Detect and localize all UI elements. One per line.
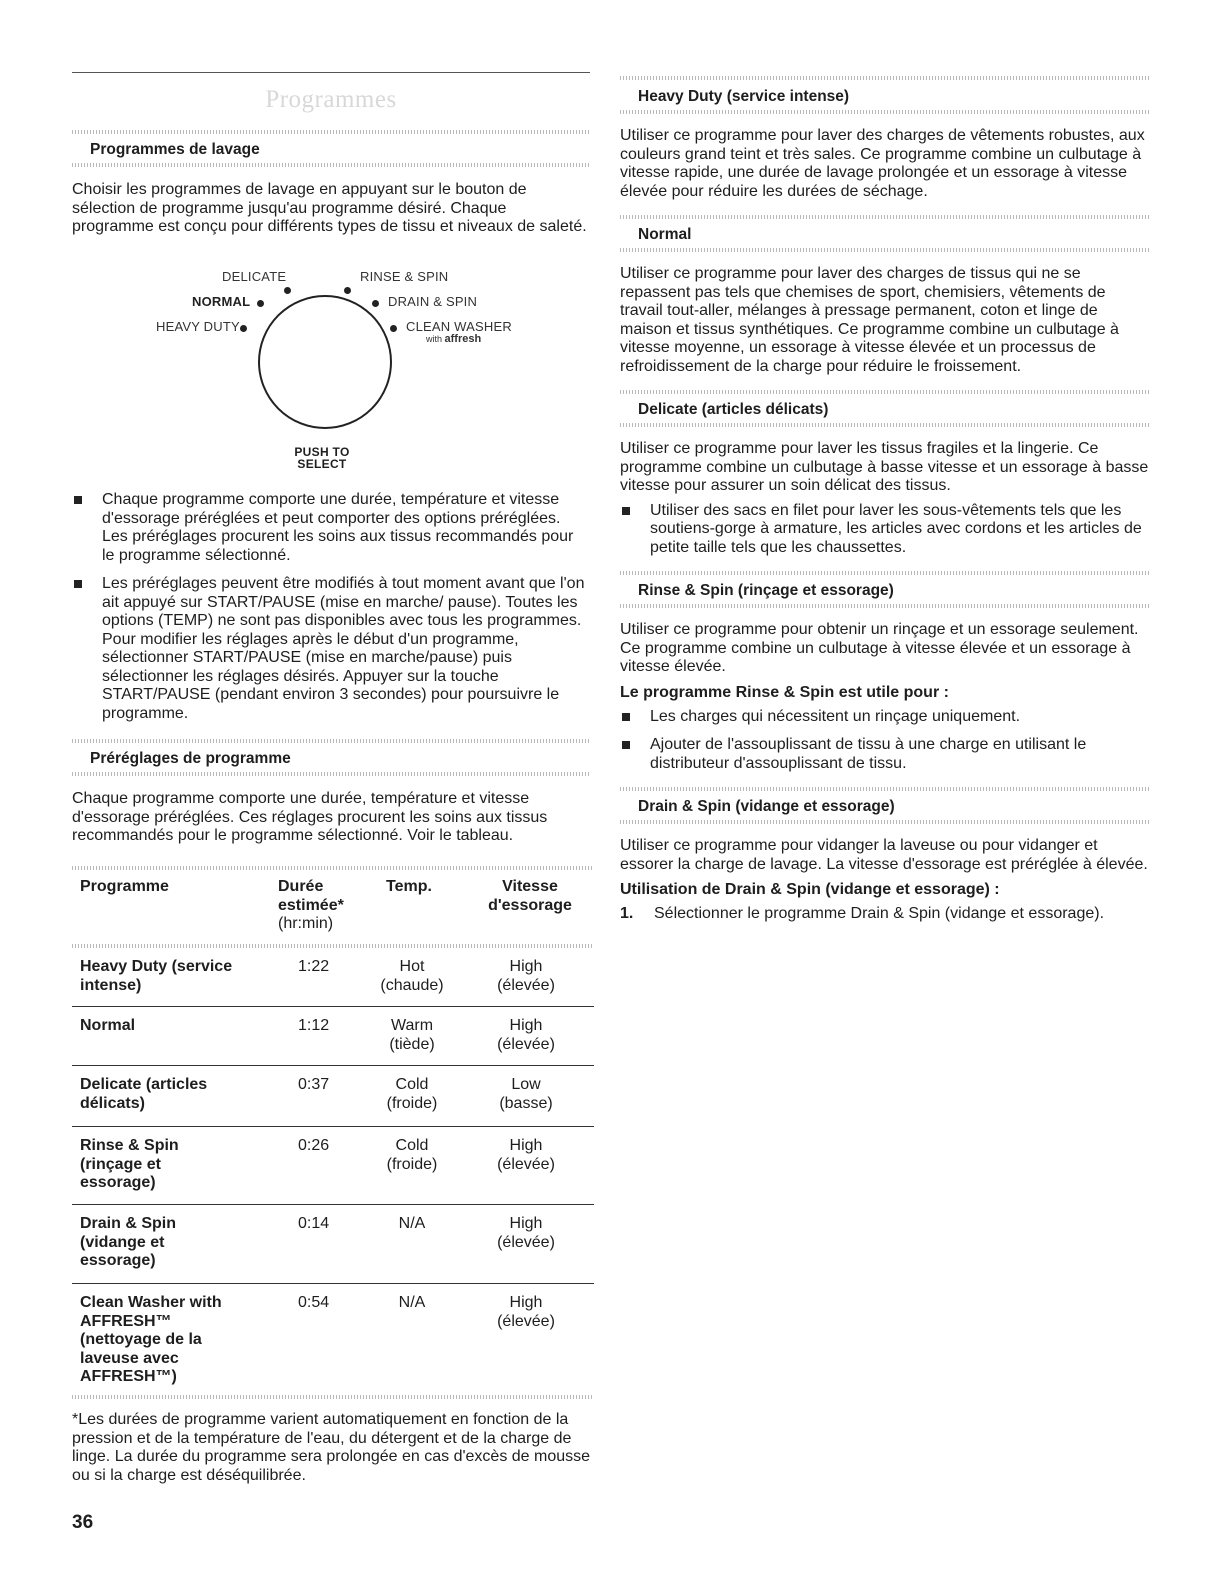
wash-programs-heading: Programmes de lavage <box>90 141 260 158</box>
left-column <box>72 130 590 237</box>
drain-spin-heading: Drain & Spin (vidange et essorage) <box>638 798 895 815</box>
affresh-with: with <box>426 334 443 344</box>
delicate-text: Utiliser ce programme pour laver les tissus fragiles et la lingerie. Ce programme combine un culbutage à basse vitesse et un essorage à basse vitesse pour assurer un soin délicat des tissus. <box>620 440 1149 494</box>
hatch-rule <box>620 390 1150 394</box>
hatch-rule <box>72 163 590 167</box>
heavy-duty-text: Utiliser ce programme pour laver des charges de vêtements robustes, aux couleurs grand teint et très sales. Ce programme combine un culbutage à vitesse rapide, une durée de lavage prolongée et un essorage à vitesse élevée pour réduire les durées de séchage. <box>620 127 1145 200</box>
preset-bullets <box>72 491 590 723</box>
dial-label-heavy-duty: HEAVY DUTY <box>156 319 240 334</box>
hatch-rule <box>620 604 1150 608</box>
left-column-bullets <box>72 491 590 846</box>
dial-dot <box>372 300 379 307</box>
presets-table <box>72 866 594 1399</box>
dial-label-normal: NORMAL <box>192 294 251 309</box>
dial-dot <box>240 325 247 332</box>
list-item: Les préréglages peuvent être modifiés à tout moment avant que l'on ait appuyé sur START/PAUSE (mise en marche/ pause). Toutes les options (TEMP) ne sont pas disponibles avec tous les programmes. Pour modifier les réglages après le début d'un programme, sélectionner START/PAUSE (mise en marche/pause) puis sélectionner les réglages désirés. Appuyer sur la touche START/PAUSE (pendant environ 3 secondes) pour poursuivre le programme. <box>72 575 590 723</box>
normal-heading: Normal <box>638 226 692 243</box>
presets-heading: Préréglages de programme <box>90 750 291 767</box>
presets-intro: Chaque programme comporte une durée, température et vitesse d'essorage préréglées. Ces réglages procurent les soins aux tissus recommandés pour le programme sélectionné. Voir le tableau. <box>72 790 548 844</box>
hatch-rule <box>620 820 1150 824</box>
table-row: Rinse & Spin (rinçage et essorage) 0:26 Cold (froide) High (élevée) <box>72 1126 594 1204</box>
table-row: Clean Washer with AFFRESH™ (nettoyage de la laveuse avec AFFRESH™) 0:54 N/A High (élevée) <box>72 1283 594 1395</box>
footnote: *Les durées de programme varient automatiquement en fonction de la pression et de la température de l'eau, du détergent et de la charge de linge. La durée du programme sera prolongée en cas d'excès de mousse ou si la charge est déséquilibrée. <box>72 1411 591 1484</box>
page-number: 36 <box>72 1512 94 1533</box>
wash-intro: Choisir les programmes de lavage en appuyant sur le bouton de sélection de programme jusqu'au programme désiré. Chaque programme est conçu pour différents types de tissu et niveaux de saleté. <box>72 181 587 235</box>
list-item: 1. Sélectionner le programme Drain & Spin (vidange et essorage). <box>620 905 1105 922</box>
dial-dot <box>390 325 397 332</box>
affresh-logo <box>426 333 481 345</box>
dial-label-drain-spin: DRAIN & SPIN <box>388 294 478 309</box>
affresh-brand: affresh <box>444 333 482 345</box>
heavy-duty-heading: Heavy Duty (service intense) <box>638 88 850 105</box>
dial-dot <box>284 287 291 294</box>
list-item: Chaque programme comporte une durée, température et vitesse d'essorage préréglées et peut comporter des options préréglées. Les préréglages procurent les soins aux tissus recommandés pour le programme sélectionné. <box>72 491 590 565</box>
hatch-rule <box>620 215 1150 219</box>
select-text: SELECT <box>297 457 347 471</box>
hatch-rule <box>620 787 1150 791</box>
page-title: Programmes <box>265 86 397 113</box>
rinse-spin-text: Utiliser ce programme pour obtenir un rinçage et un essorage seulement. Ce programme combine un culbutage à vitesse élevée et un essorage à vitesse élevée. <box>620 621 1139 675</box>
hatch-rule <box>72 772 590 776</box>
rinse-spin-bullets <box>620 708 1150 774</box>
col-header-duration: Durée estimée* (hr:min) <box>278 878 344 932</box>
top-rule <box>72 72 590 73</box>
dial-label-rinse-spin: RINSE & SPIN <box>360 269 449 284</box>
table-row: Heavy Duty (service intense) 1:22 Hot (chaude) High (élevée) <box>80 958 555 994</box>
col-header-program: Programme <box>80 878 169 895</box>
dial-dot <box>257 300 264 307</box>
right-column <box>620 76 1150 924</box>
list-item: Ajouter de l'assouplissant de tissu à une charge en utilisant le distributeur d'assouplissant de tissu. <box>620 736 1150 773</box>
push-to-text: PUSH TO <box>294 445 350 459</box>
drain-spin-text: Utiliser ce programme pour vidanger la laveuse ou pour vidanger et essorer la charge de lavage. La vitesse d'essorage est préréglée à élevée. <box>620 837 1148 873</box>
table-header <box>72 870 594 944</box>
list-item: Utiliser des sacs en filet pour laver les sous-vêtements tels que les soutiens-gorge à armature, les articles avec cordons et les articles de petite taille tels que les chaussettes. <box>620 502 1150 558</box>
hatch-rule <box>72 1395 594 1399</box>
dial-dot <box>344 287 351 294</box>
hatch-rule <box>620 423 1150 427</box>
table-row: Drain & Spin (vidange et essorage) 0:14 N/A High (élevée) <box>72 1204 594 1283</box>
col-header-spin: Vitesse d'essorage <box>488 878 572 914</box>
drain-spin-usage: Utilisation de Drain & Spin (vidange et essorage) : <box>620 881 1000 898</box>
hatch-rule <box>620 571 1150 575</box>
program-dial-diagram <box>72 260 590 480</box>
delicate-heading: Delicate (articles délicats) <box>638 401 829 418</box>
dial-label-clean-washer: CLEAN WASHER <box>406 319 512 334</box>
hatch-rule <box>620 76 1150 80</box>
col-header-temp: Temp. <box>386 878 432 895</box>
hatch-rule <box>620 248 1150 252</box>
hatch-rule <box>72 739 590 743</box>
push-to-select-label <box>272 446 372 470</box>
rinse-spin-useful-for: Le programme Rinse & Spin est utile pour : <box>620 683 949 701</box>
dial-label-delicate: DELICATE <box>222 269 287 284</box>
rinse-spin-heading: Rinse & Spin (rinçage et essorage) <box>638 582 894 599</box>
normal-text: Utiliser ce programme pour laver des charges de tissus qui ne se repassent pas tels que chemises de sport, chemisiers, vêtements de travail tout-aller, mélanges à pressage permanent, coton et linge de maison et tissus synthétiques. Ce programme combine un culbutage à vitesse moyenne, un essorage à vitesse élevée et un processus de refroidissement de la charge pour réduire le froissement. <box>620 265 1119 375</box>
hatch-rule <box>620 110 1150 114</box>
hatch-rule <box>72 130 590 134</box>
table-row: Delicate (articles délicats) 0:37 Cold (froide) Low (basse) <box>72 1065 594 1126</box>
delicate-bullets <box>620 502 1150 558</box>
program-knob <box>258 295 392 429</box>
list-item: Les charges qui nécessitent un rinçage uniquement. <box>620 708 1150 727</box>
table-row: Normal 1:12 Warm (tiède) High (élevée) <box>72 1006 594 1065</box>
drain-spin-steps <box>620 905 1150 924</box>
